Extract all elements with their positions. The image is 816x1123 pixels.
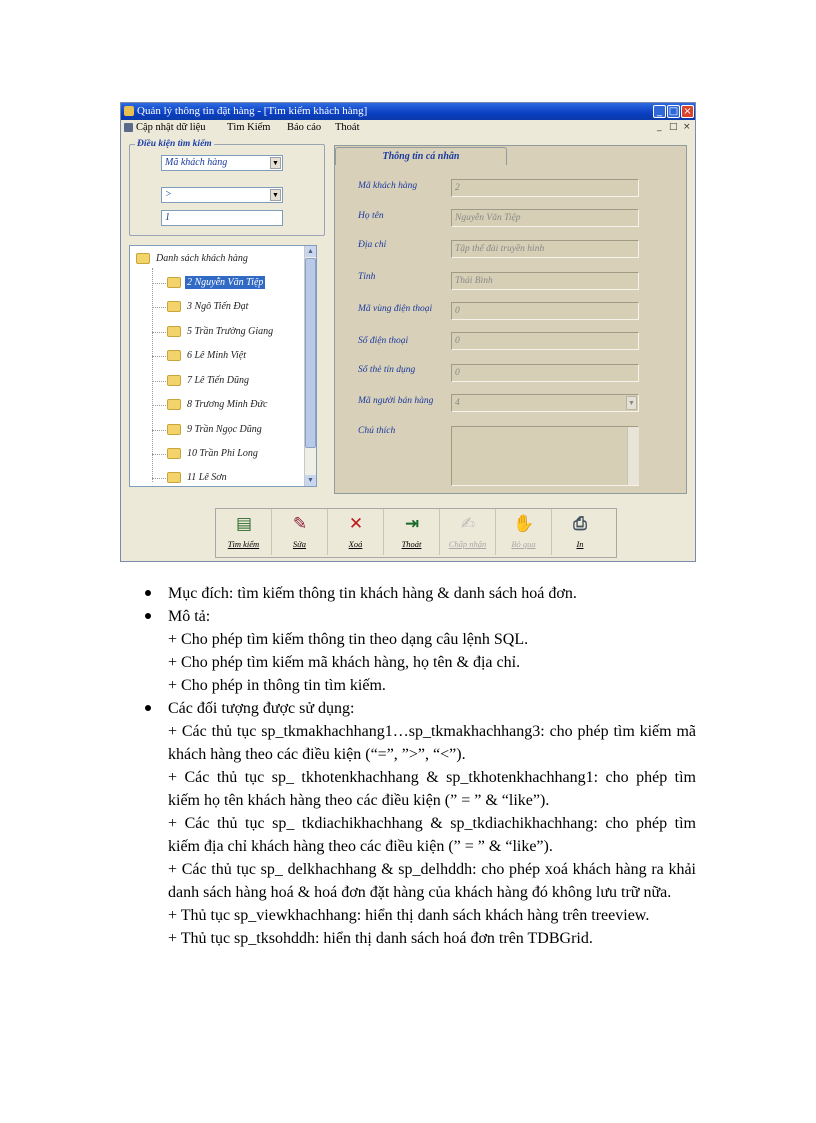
tree-item-label: 11 Lê Sơn [187,472,227,483]
search-operator-value: > [165,189,172,200]
folder-icon [167,326,181,337]
field-label: Chú thích [358,426,396,436]
description-title: Mô tả: [168,608,211,625]
exit-icon: ⇥ [404,514,420,534]
tree-branch [152,381,166,382]
folder-icon [167,399,181,410]
tree-item-label: 6 Lê Minh Việt [187,350,246,361]
edit-icon: ✎ [292,514,308,534]
search-button-label: Tìm kiếm [227,539,260,549]
folder-open-icon [136,253,150,264]
tree-item[interactable] [167,372,251,390]
tree-item-label: 9 Trần Ngọc Dũng [187,424,262,435]
purpose-text: Mục đích: tìm kiếm thông tin khách hàng & danh sách hoá đơn. [168,585,577,602]
accept-icon: ✍ [460,514,476,534]
province-field[interactable]: Thái Bình [451,272,639,290]
tree-item-label: 8 Trương Minh Đức [187,399,268,410]
cancel-icon: ✋ [513,514,535,534]
menu-bar [121,120,695,135]
tree-item-label: 10 Trần Phi Long [187,448,258,459]
maximize-button[interactable]: □ [668,106,679,117]
menu-item-update[interactable]: Cập nhật dữ liệu [136,122,206,133]
customer-id-field[interactable]: 2 [451,179,639,197]
description-line: + Cho phép tìm kiếm mã khách hàng, họ tên & địa chỉ. [168,654,521,671]
folder-icon [167,448,181,459]
objects-title: Các đối tượng được sử dụng: [168,700,355,717]
tree-connector [152,268,153,482]
tree-branch [152,430,166,431]
description-line: + Cho phép tìm kiếm thông tin theo dạng câu lệnh SQL. [168,631,529,648]
tree-branch [152,454,166,455]
search-button[interactable] [216,509,272,555]
tree-item[interactable] [167,323,275,341]
tree-item[interactable] [167,445,260,463]
objects-line: + Các thủ tục sp_ tkhotenkhachhang & sp_tkhotenkhachhang1: cho phép tìm kiếm họ tên khách hàng theo các điều kiện (” = ” & “like”). [168,769,696,809]
bullet-icon [145,705,151,711]
search-doc-icon: ▤ [235,514,253,534]
tree-branch [152,283,166,284]
field-label: Tỉnh [358,272,376,282]
folder-icon [167,424,181,435]
description-text [168,582,696,950]
minimize-button[interactable]: _ [653,105,666,118]
document-icon [124,123,133,132]
customer-tree[interactable] [129,245,317,487]
menu-item-exit[interactable]: Thoát [335,122,360,133]
objects-line: + Các thủ tục sp_ tkdiachikhachhang & sp_tkdiachikhachhang: cho phép tìm kiếm địa chỉ khách hàng theo các điều kiện (” = ” & “like”). [168,815,696,855]
tree-item[interactable] [167,421,264,439]
cancel-button[interactable] [496,509,552,555]
notes-scrollbar[interactable] [627,427,639,485]
objects-line: + Các thủ tục sp_ delkhachhang & sp_delhddh: cho phép xoá khách hàng ra khải danh sách hàng hoá & hoá đơn đặt hàng của khách hàng đó không lưu trữ nữa. [168,861,696,901]
chevron-down-icon[interactable]: ▼ [270,189,281,201]
tree-item-label: 5 Trần Trường Giang [187,326,274,337]
scroll-down-icon[interactable]: ▼ [305,475,316,486]
salesperson-combo[interactable] [451,394,639,412]
field-label: Mã người bán hàng [358,396,434,406]
objects-line: + Thủ tục sp_tksohddh: hiển thị danh sách hoá đơn trên TDBGrid. [168,930,593,947]
field-label: Mã khách hàng [358,181,418,191]
tree-item-label: 7 Lê Tiến Dũng [187,375,249,386]
delete-button-label: Xoá [348,539,363,549]
notes-textarea[interactable] [451,426,639,486]
tree-branch [152,478,166,479]
accept-button[interactable] [440,509,496,555]
mdi-close-button[interactable]: × [683,122,691,132]
print-button-label: In [576,539,584,549]
app-logo-icon [124,106,134,116]
tree-item-label: 2 Nguyễn Văn Tiệp [187,277,264,288]
tree-item[interactable] [167,396,269,414]
field-label: Địa chỉ [358,240,387,250]
window-title: Quản lý thông tin đặt hàng - [Tìm kiếm khách hàng] [137,105,368,117]
bullet-description [168,605,696,697]
chevron-down-icon[interactable]: ▼ [270,157,281,169]
tree-scrollbar[interactable] [304,246,316,486]
scroll-up-icon[interactable]: ▲ [305,246,316,257]
bullet-icon [145,590,151,596]
chevron-down-icon[interactable]: ▼ [626,396,637,410]
tab-personal-info[interactable]: Thông tin cá nhân [335,147,507,165]
scroll-thumb[interactable] [305,258,316,448]
credit-card-field[interactable]: 0 [451,364,639,382]
area-code-field[interactable]: 0 [451,302,639,320]
tree-root[interactable] [136,250,250,268]
objects-line: + Các thủ tục sp_tkmakhachhang1…sp_tkmakhachhang3: cho phép tìm kiếm mã khách hàng theo các điều kiện (“=”, ”>”, “<”). [168,723,696,763]
tree-item[interactable] [167,274,265,292]
tree-branch [152,356,166,357]
folder-icon [167,375,181,386]
close-button[interactable]: × [681,105,694,118]
phone-field[interactable]: 0 [451,332,639,350]
edit-button[interactable] [272,509,328,555]
search-value-input[interactable]: 1 [161,210,283,226]
tree-root-label: Danh sách khách hàng [156,253,248,264]
tree-branch [152,307,166,308]
mdi-restore-button[interactable]: □ [669,122,678,132]
menu-item-report[interactable]: Báo cáo [287,122,322,133]
field-label: Số thẻ tín dụng [358,365,416,375]
field-label: Họ tên [358,211,384,221]
bullet-icon [145,613,151,619]
objects-line: + Thủ tục sp_viewkhachhang: hiển thị danh sách khách hàng trên treeview. [168,907,650,924]
print-icon: ⎙ [573,514,587,534]
edit-button-label: Sửa [292,539,307,549]
cancel-button-label: Bỏ qua [511,539,536,549]
delete-icon: ✕ [348,514,364,534]
salesperson-value: 4 [455,398,460,408]
field-label: Số điện thoại [358,336,409,346]
search-condition-legend: Điều kiện tìm kiếm [137,139,212,149]
app-screenshot [120,102,696,562]
full-name-field[interactable]: Nguyễn Văn Tiệp [451,209,639,227]
tree-branch [152,332,166,333]
folder-icon [167,472,181,483]
bullet-objects [168,697,696,950]
folder-icon [167,277,181,288]
accept-button-label: Chấp nhận [448,539,487,549]
bullet-purpose [168,582,696,605]
search-operator-combo[interactable] [161,187,283,203]
exit-button-label: Thoát [401,539,422,549]
print-button[interactable] [552,509,608,555]
tree-item-label: 3 Ngô Tiến Đạt [187,301,249,312]
address-field[interactable]: Tập thể đài truyền hình [451,240,639,258]
field-label: Mã vùng điện thoại [358,304,433,314]
description-line: + Cho phép in thông tin tìm kiếm. [168,677,386,694]
tree-item[interactable] [167,298,250,316]
title-bar[interactable] [121,103,695,120]
folder-icon [167,301,181,312]
exit-button[interactable] [384,509,440,555]
tree-item[interactable] [167,347,248,365]
mdi-minimize-button[interactable]: _ [657,122,662,132]
menu-item-search[interactable]: Tìm Kiếm [227,122,271,133]
folder-icon [167,350,181,361]
tree-item[interactable] [167,469,229,487]
tree-branch [152,405,166,406]
search-field-combo[interactable] [161,155,283,171]
delete-button[interactable] [328,509,384,555]
search-field-value: Mã khách hàng [165,157,228,168]
